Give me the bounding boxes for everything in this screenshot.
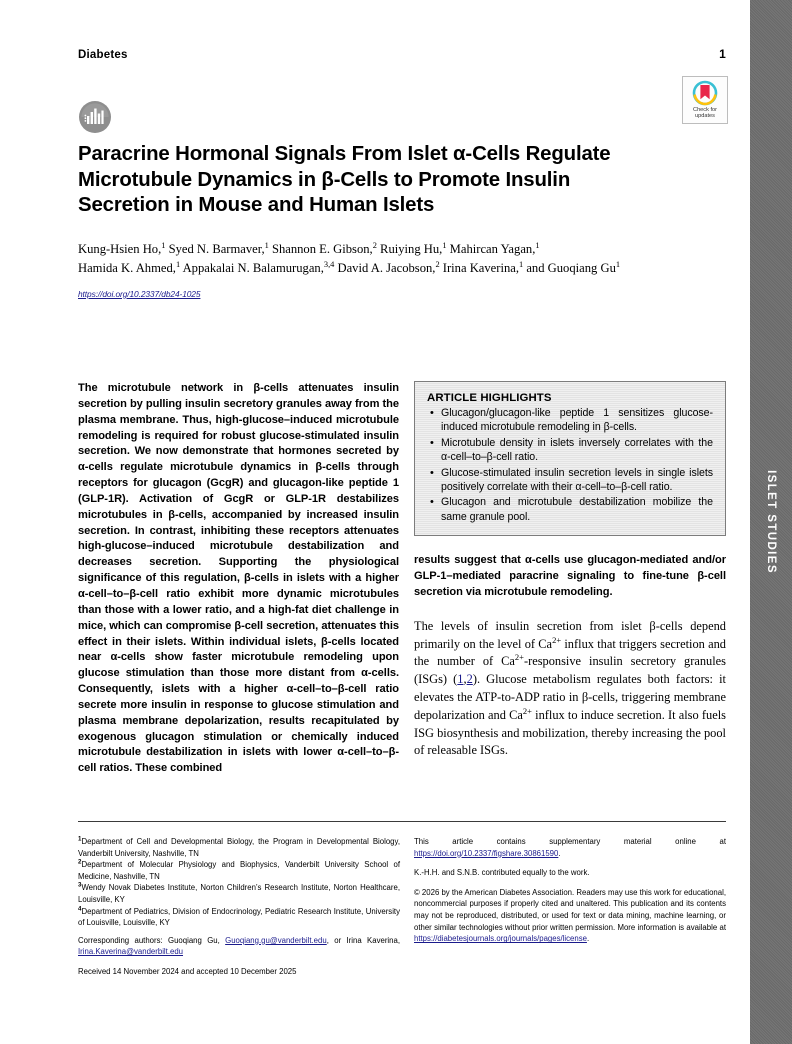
received-accepted-date: Received 14 November 2024 and accepted 10 December 2025	[78, 966, 297, 976]
copyright-note	[414, 887, 726, 945]
copyright-suffix: .	[586, 934, 590, 944]
reference-separator: ,	[463, 672, 467, 687]
affiliation-text: Department of Molecular Physiology and Biophysics, Vanderbilt University School of Medicine, Nashville, TN	[78, 860, 400, 881]
copyright-prefix: © 2026 by the American Diabetes Association. Readers may use this work for educational, noncommercial purposes if properly cited and unaltered. This publication and its contents may not be reproduced, distributed, or used for text or data mining, machine learning, or other similar technologies without prior written permission. More information is available at	[414, 887, 726, 932]
abstract-left-column: The microtubule network in β-cells attenuates insulin secretion by pulling insulin secretory granules away from the plasma membrane. Thus, high-glucose–induced microtubule remodeling is required for robust glucose-stimulated insulin secretion. We now demonstrate that hormones secreted by α-cells regulate microtubule dynamics in β-cells through receptors for glucagon (GcgR) and glucagon-like peptide 1 (GLP-1R). Activation of GcgR or GLP-1R destabilizes microtubules in β-cells, accompanied by increased insulin secretion. In contrast, inhibiting these receptors attenuates high-glucose–induced microtubule destabilization and decreases secretion. Supporting the physiological significance of this regulation, β-cells in islets with a higher α-cell–to–β-cell ratio exhibit more dynamic microtubules than those with a lower ratio, and a high-fat diet challenge in mice, which can compromise β-cell secretion, attenuates this effect in their islets. Within individual islets, β-cells located near α-cells show faster microtubule remodeling upon glucose stimulation than those more distant from α-cells. Consequently, islets with a higher α-cell–to–β-cell ratio secrete more insulin in response to glucose stimulation and plasma membrane depolarization, results recapitulated by exogenous glucagon stimulation or chemically induced microtubule destabilization in islets with lower α-cell–to–β-cell ratios. These combined	[78, 382, 399, 775]
intro-part-2: influx that triggers secretion and the number of Ca	[414, 636, 726, 669]
affiliation-item	[78, 906, 400, 929]
affiliation-text: Department of Pediatrics, Division of Endocrinology, Pediatric Research Institute, University of Louisville, Louisville, KY	[78, 906, 400, 928]
intro-sup-2: 2+	[514, 652, 524, 663]
supplementary-link[interactable]: https://doi.org/10.2337/figshare.30861590	[414, 848, 559, 858]
footer-divider	[78, 821, 726, 822]
crossmark-label	[693, 107, 717, 120]
introduction-paragraph	[414, 618, 726, 760]
list-item: • Microtubule density in islets inversely correlates with the α-cell–to–β-cell ratio.	[441, 436, 713, 465]
list-item: • Glucagon/glucagon-like peptide 1 sensitizes glucose-induced microtubule remodeling in β-cells.	[441, 406, 713, 435]
intro-sup-1: 2+	[552, 634, 562, 645]
title-line-2: Microtubule Dynamics in β-Cells to Promote Insulin	[78, 168, 571, 191]
reference-link-1[interactable]: 1	[457, 672, 464, 687]
corresponding-prefix: Corresponding authors: Guoqiang Gu,	[78, 935, 226, 945]
intro-sup-3: 2+	[522, 705, 532, 716]
crossmark-label-line1: Check for	[693, 107, 717, 113]
affiliation-marker: 1	[78, 835, 82, 843]
reference-link-2[interactable]: 2	[466, 672, 473, 687]
corresponding-authors	[78, 935, 400, 958]
intro-part-1: The levels of insulin secretion from islet β-cells depend primarily on the level of Ca	[414, 618, 726, 651]
supplementary-material-note	[414, 836, 726, 859]
author-line-1: Kung-Hsien Ho,$^1$ Syed N. Barmaver,$^1$ Shannon E. Gibson,$^2$ Ruiying Hu,$^1$ Mahircan Yagan,$^1$	[78, 240, 540, 256]
affiliation-marker: 3	[78, 881, 82, 889]
affiliation-item	[78, 882, 400, 905]
title-line-1: Paracrine Hormonal Signals From Islet α-Cells Regulate	[78, 143, 611, 165]
intro-part-3: -responsive insulin secretory granules (ISGs) (	[414, 654, 726, 687]
corresponding-email-1[interactable]: Guoqiang.gu@vanderbilt.edu	[225, 935, 327, 945]
title-line-3: Secretion in Mouse and Human Islets	[78, 194, 435, 216]
author-list	[78, 240, 728, 278]
page-title	[78, 142, 726, 219]
publication-notes-block	[414, 836, 726, 945]
crossmark-ring-icon	[692, 80, 718, 106]
affiliation-marker: 2	[78, 858, 82, 866]
article-highlights-list	[427, 406, 713, 524]
list-item: • Glucagon and microtubule destabilization mobilize the same granule pool.	[441, 495, 713, 524]
affiliation-item	[78, 836, 400, 859]
intro-part-5: influx to induce secretion. It also fuels ISG biosynthesis and mobilization, thereby increasing the pool of releasable ISGs.	[414, 707, 726, 758]
supplementary-prefix: This article contains supplementary material online at	[414, 837, 726, 846]
affiliation-list	[78, 836, 400, 929]
affiliation-text: Wendy Novak Diabetes Institute, Norton Children’s Research Institute, Norton Healthcare, Louisville, KY	[78, 883, 400, 904]
list-item: • Glucose-stimulated insulin secretion levels in single islets positively correlate with their α-cell–to–β-cell ratio.	[441, 466, 713, 495]
supplementary-suffix: .	[558, 848, 561, 858]
affiliations-block	[78, 836, 400, 978]
article-highlights-box	[414, 381, 726, 536]
author-line-2: Hamida K. Ahmed,$^1$ Appakalai N. Balamurugan,$^{3,4}$ David A. Jacobson,$^2$ Irina Kaverina,$^1$ and Guoqiang Gu$^1$	[78, 259, 621, 275]
doi-link[interactable]: https://doi.org/10.2337/db24-1025	[78, 289, 201, 299]
article-highlights-heading: ARTICLE HIGHLIGHTS	[427, 392, 552, 404]
corresponding-email-2[interactable]: Irina.Kaverina@vanderbilt.edu	[78, 947, 184, 957]
corresponding-middle: , or Irina Kaverina,	[326, 935, 400, 945]
running-head	[78, 47, 726, 61]
crossmark-label-line2: updates	[695, 113, 715, 120]
license-link[interactable]: https://diabetesjournals.org/journals/pages/license	[414, 934, 587, 944]
right-column	[414, 381, 726, 760]
page-number: 1	[719, 47, 726, 61]
affiliation-item	[78, 859, 400, 882]
diabetes-journal-logo-icon	[78, 100, 112, 134]
section-label: ISLET STUDIES	[765, 470, 777, 574]
intro-part-4: ). Glucose metabolism regulates both factors: it elevates the ATP-to-ADP ratio in β-cells, triggering membrane depolarization and Ca	[414, 672, 726, 722]
section-side-band	[750, 0, 792, 1044]
check-for-updates-badge[interactable]	[682, 76, 728, 124]
affiliation-text: Department of Cell and Developmental Biology, the Program in Developmental Biology, Vanderbilt University, Nashville, TN	[78, 837, 400, 858]
equal-contribution-note: K.-H.H. and S.N.B. contributed equally to the work.	[414, 868, 590, 878]
affiliation-marker: 4	[78, 904, 82, 912]
abstract-right-tail: results suggest that α-cells use glucagon-mediated and/or GLP-1–mediated paracrine signaling to fine-tune β-cell secretion via microtubule remodeling.	[414, 554, 726, 598]
journal-name: Diabetes	[78, 49, 128, 61]
